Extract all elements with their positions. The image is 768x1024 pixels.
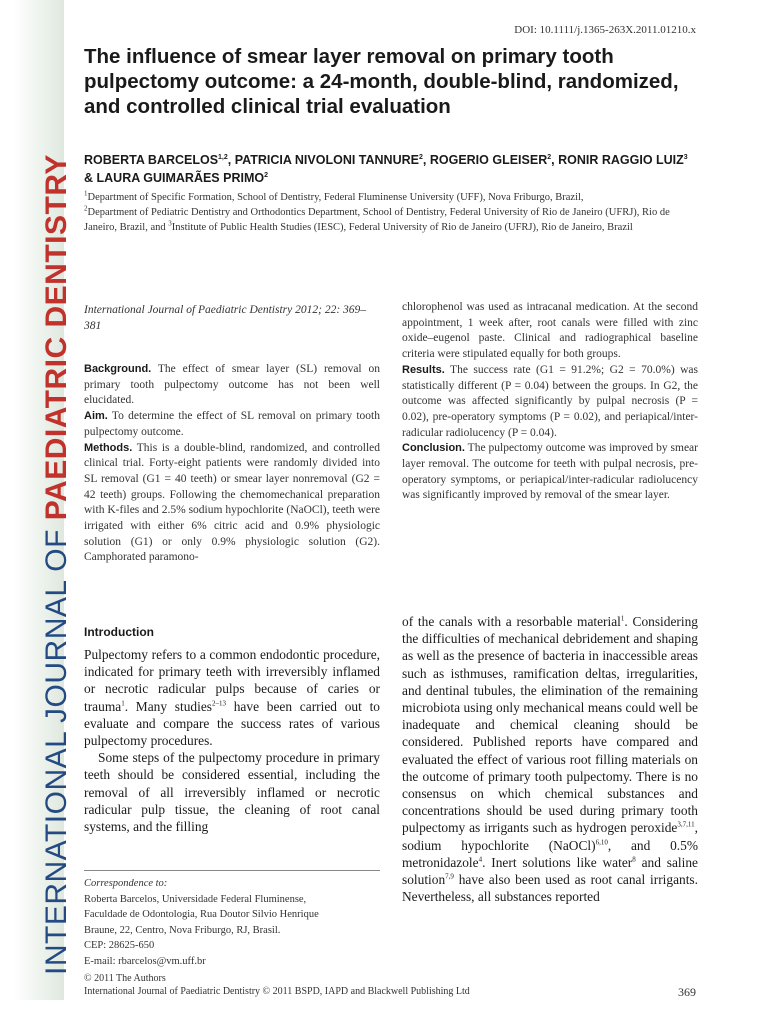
affil-text: Department of Pediatric Dentistry and Orthodontics Department, School of Dentistry, Federal University of Rio de Janeiro (UFRJ), Rio de Janeiro, Brazil, and (84, 207, 670, 233)
affiliation-1 (84, 190, 694, 205)
affil-text: Department of Specific Formation, School of Dentistry, Federal Fluminense University (UFF), Nova Friburgo, Brazil, (87, 192, 584, 203)
author-affil-ref: 1,2 (218, 153, 228, 161)
citation-ref[interactable]: 7,9 (445, 872, 454, 881)
author-name: PATRICIA NIVOLONI TANNURE (234, 153, 419, 167)
citation-ref[interactable]: 6,10 (595, 838, 608, 847)
body-right-column (402, 613, 698, 905)
publisher-line: International Journal of Paediatric Dentistry © 2011 BSPD, IAPD and Blackwell Publishing Ltd (84, 986, 470, 997)
body-paragraph (402, 613, 698, 905)
citation-ref[interactable]: 1 (121, 699, 125, 708)
abstract-label: Aim. (84, 410, 108, 423)
copyright-line: © 2011 The Authors (84, 973, 166, 984)
author-affil-ref: 2 (418, 153, 423, 161)
abstract-methods (84, 441, 380, 567)
citation-ref[interactable]: 8 (632, 855, 636, 864)
author-affil-ref: 2 (264, 171, 268, 179)
body-text: . Considering the difficulties of mechanical debridement and shaping as well as the presence of bacteria in inaccessible areas such as isthmuses, ramification deltas, irregularities, and dentinal tubules, the elimination of the remaining microbiota using only mechanical means could well be inadequate and chemical cleaning should be considered. Published reports have compared and evaluated the effect of various root filling materials on the outcome of primary tooth pulpectomy. There is no consensus on which chemical substances and concentrations should be used during primary tooth pulpectomy as irrigants such as hydrogen peroxide (402, 614, 698, 836)
correspondence-line: Roberta Barcelos, Universidade Federal Fluminense, (84, 893, 307, 905)
body-text: have also been used as root canal irrigants. Nevertheless, all substances reported (402, 872, 698, 905)
abstract-label: Background. (84, 363, 152, 375)
author-name: RONIR RAGGIO LUIZ (558, 153, 684, 167)
affiliations (84, 190, 694, 235)
abstract-label: Methods. (84, 441, 133, 454)
body-paragraph (84, 646, 380, 749)
journal-sidebar (0, 0, 73, 1024)
abstract-methods-cont: chlorophenol was used as intracanal medication. At the second appointment, 1 week after, root canals were filled with zinc oxide–eugenol paste. Clinical and radiographical baseline criteria were stipulated equally for both groups. (402, 301, 698, 361)
citation-ref[interactable]: 4 (478, 855, 483, 864)
affiliation-2-3 (84, 205, 694, 235)
author-sep: , (422, 153, 430, 167)
author-affil-ref: 3 (683, 153, 688, 161)
body-text: and saline solution (402, 854, 698, 888)
journal-citation: International Journal of Paediatric Dentistry 2012; 22: 369–381 (84, 304, 367, 332)
author-name: LAURA GUIMARÃES PRIMO (96, 171, 265, 185)
affil-num: 2 (84, 204, 88, 213)
abstract-results (402, 363, 698, 442)
abstract-text: The effect of smear layer (SL) removal on primary tooth pulpectomy outcome has not been well elucidated. (84, 363, 380, 407)
correspondence-label: Correspondence to: (84, 878, 168, 889)
citation-ref[interactable]: 1 (620, 614, 625, 623)
author-list (84, 151, 699, 187)
page-footer (84, 972, 696, 998)
correspondence-line: Faculdade de Odontologia, Rua Doutor Silvio Henrique (84, 909, 319, 920)
author-affil-ref: 2 (547, 153, 552, 161)
article-title: The influence of smear layer removal on primary tooth pulpectomy outcome: a 24-month, double-blind, randomized, and controlled clinical trial evaluation (84, 45, 679, 118)
abstract-left-column (84, 362, 380, 566)
abstract-conclusion (402, 441, 698, 504)
body-paragraph: Some steps of the pulpectomy procedure in primary teeth should be considered essential, including the removal of all irreversibly inflamed or necrotic radicular pulp tissue, the cleaning of root canal systems, and the filling (84, 750, 380, 835)
abstract-aim (84, 409, 380, 440)
author-sep: , (551, 153, 559, 167)
section-heading-introduction: Introduction (84, 625, 154, 639)
body-text: , sodium hypochlorite (NaOCl) (402, 820, 698, 853)
correspondence-line: CEP: 28625-650 (84, 940, 155, 951)
citation-ref[interactable]: 2–13 (211, 699, 226, 708)
abstract-text: To determine the effect of SL removal on primary tooth pulpectomy outcome. (84, 410, 380, 438)
correspondence-box (84, 870, 380, 969)
author-sep: & (84, 171, 97, 185)
doi[interactable]: DOI: 10.1111/j.1365-263X.2011.01210.x (514, 24, 696, 36)
body-left-column (84, 646, 380, 835)
body-text: of the canals with a resorbable material (402, 614, 621, 629)
author-name: ROGERIO GLEISER (429, 153, 548, 167)
abstract-background (84, 362, 380, 409)
journal-name-part2: PAEDIATRIC DENTISTRY (40, 154, 73, 521)
correspondence-email[interactable]: E-mail: rbarcelos@vm.uff.br (84, 955, 206, 967)
journal-name-vertical (40, 154, 74, 975)
affil-num: 1 (84, 189, 88, 198)
abstract-label: Conclusion. (402, 442, 465, 455)
abstract-label: Results. (402, 363, 445, 376)
abstract-text: The success rate (G1 = 91.2%; G2 = 70.0%) was statistically different (P = 0.04) between the groups. In G2, the outcome was affected significantly by pulpal necrosis (P = 0.02), pre-operatory symptoms (P = 0.02), and periapical/inter-radicular radiolucency (P = 0.04). (402, 363, 698, 439)
correspondence-line: Braune, 22, Centro, Nova Friburgo, RJ, Brasil. (84, 924, 281, 936)
affil-text: Institute of Public Health Studies (IESC), Federal University of Rio de Janeiro (UFRJ), Rio de Janeiro, Brazil (171, 222, 633, 233)
page-number: 369 (678, 985, 696, 999)
journal-name-part1: INTERNATIONAL JOURNAL OF (40, 520, 73, 975)
body-text: have been carried out to evaluate and compare the success rates of various pulpectomy procedures. (84, 698, 380, 749)
body-text: Pulpectomy refers to a common endodontic procedure, indicated for primary teeth with irreversibly inflamed or necrotic radicular pulps because of caries or trauma (84, 647, 380, 714)
author-name: ROBERTA BARCELOS (84, 153, 219, 167)
body-text: , and 0.5% metronidazole (402, 837, 698, 870)
body-text: . Inert solutions like water (482, 854, 633, 870)
author-sep: , (227, 153, 235, 167)
abstract-text: This is a double-blind, randomized, and controlled clinical trial. Forty-eight patients were randomly divided into SL removal (G1 = 40 teeth) or smear layer nonremoval (G2 = 42 teeth) groups. Following the chemomechanical preparation with K-files and 2.5% sodium hypochlorite (NaOCl), teeth were irrigated with either 6% citric acid and 0.9% physiologic solution (G1) or only 0.9% physiologic solution (G2). Camphorated paramono- (84, 441, 380, 564)
abstract-right-column (402, 300, 698, 504)
abstract-text: The pulpectomy outcome was improved by smear layer removal. The outcome for teeth with pulpal necrosis, pre-operatory symptoms, or periapical/inter-radicular radiolucency was significantly improved by removal of the smear layer. (402, 442, 698, 502)
affil-num: 3 (168, 219, 172, 228)
body-text: . Many studies (124, 698, 212, 714)
citation-ref[interactable]: 3,7,11 (677, 820, 695, 829)
